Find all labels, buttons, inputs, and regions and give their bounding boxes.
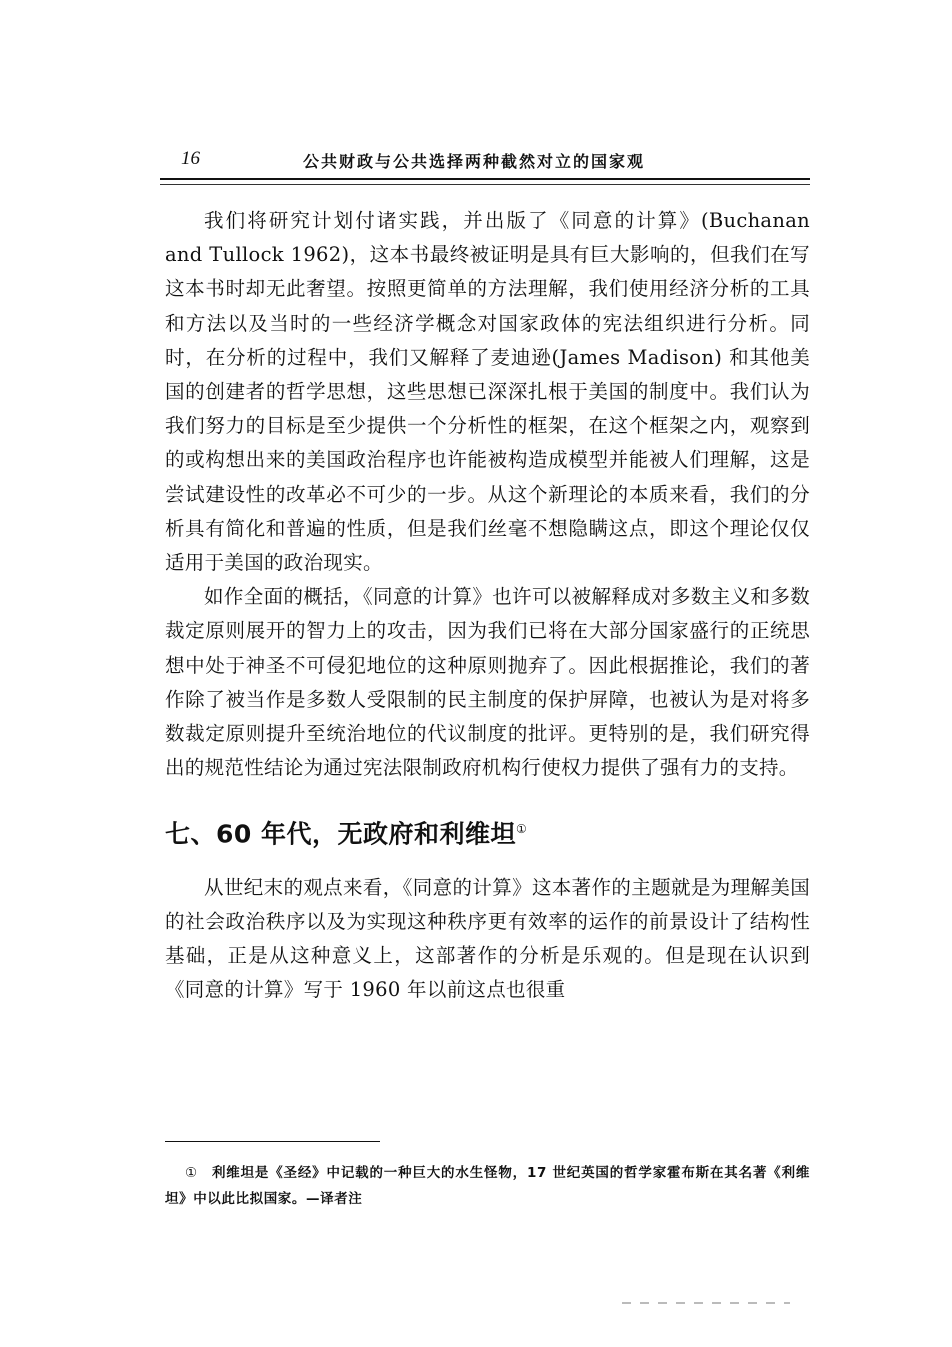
footnote: [165, 1160, 810, 1212]
section-paragraph: 从世纪末的观点来看，《同意的计算》这本著作的主题就是为理解美国的社会政治秩序以及为实现这种秩序更有效率的运作的前景设计了结构性基础，正是从这种意义上，这部著作的分析是乐观的。但是现在认识到《同意的计算》写于 1960 年以前这点也很重: [165, 875, 810, 1002]
running-header: [165, 148, 815, 178]
section-heading: [165, 809, 810, 854]
header-rule-thick: [160, 178, 810, 180]
footnote-separator: [165, 1141, 380, 1142]
footnote-number: ①: [185, 1165, 198, 1181]
body-paragraph-2: 如作全面的概括，《同意的计算》也许可以被解释成对多数主义和多数裁定原则展开的智力上的攻击，因为我们已将在大部分国家盛行的正统思想中处于神圣不可侵犯地位的这种原则抛弃了。因此根据推论，我们的著作除了被当作是多数人受限制的民主制度的保护屏障，也被认为是对将多数裁定原则提升至统治地位的代议制度的批评。更特别的是，我们研究得出的规范性结论为通过宪法限制政府机构行使权力提供了强有力的支持。: [165, 585, 810, 780]
body-text: [165, 204, 810, 1008]
footnote-reference-marker: ①: [516, 822, 528, 837]
running-header-title: 公共财政与公共选择两种截然对立的国家观: [303, 152, 646, 171]
body-paragraph-1: 我们将研究计划付诸实践，并出版了《同意的计算》(Buchanan and Tullock 1962)，这本书最终被证明是具有巨大影响的，但我们在写这本书时却无此奢望。按照更简单的方法理解，我们使用经济分析的工具和方法以及当时的一些经济学概念对国家政体的宪法组织进行分析。同时，在分析的过程中，我们又解释了麦迪逊(James Madison) 和其他美国的创建者的哲学思想，这些思想已深深扎根于美国的制度中。我们认为我们努力的目标是至少提供一个分析性的框架，在这个框架之内，观察到的或构想出来的美国政治程序也许能被构造成模型并能被人们理解，这是尝试建设性的改革必不可少的一步。从这个新理论的本质来看，我们的分析具有简化和普遍的性质，但是我们丝毫不想隐瞒这点，即这个理论仅仅适用于美国的政治现实。: [165, 209, 810, 575]
section-heading-text: 七、60 年代，无政府和利维坦: [165, 819, 516, 849]
page-number: 16: [181, 148, 200, 169]
scan-artifact: [622, 1302, 790, 1304]
header-rule-thin: [160, 184, 810, 185]
footnote-text: 利维坦是《圣经》中记载的一种巨大的水生怪物，17 世纪英国的哲学家霍布斯在其名著《利维坦》中以此比拟国家。—译者注: [165, 1165, 811, 1207]
